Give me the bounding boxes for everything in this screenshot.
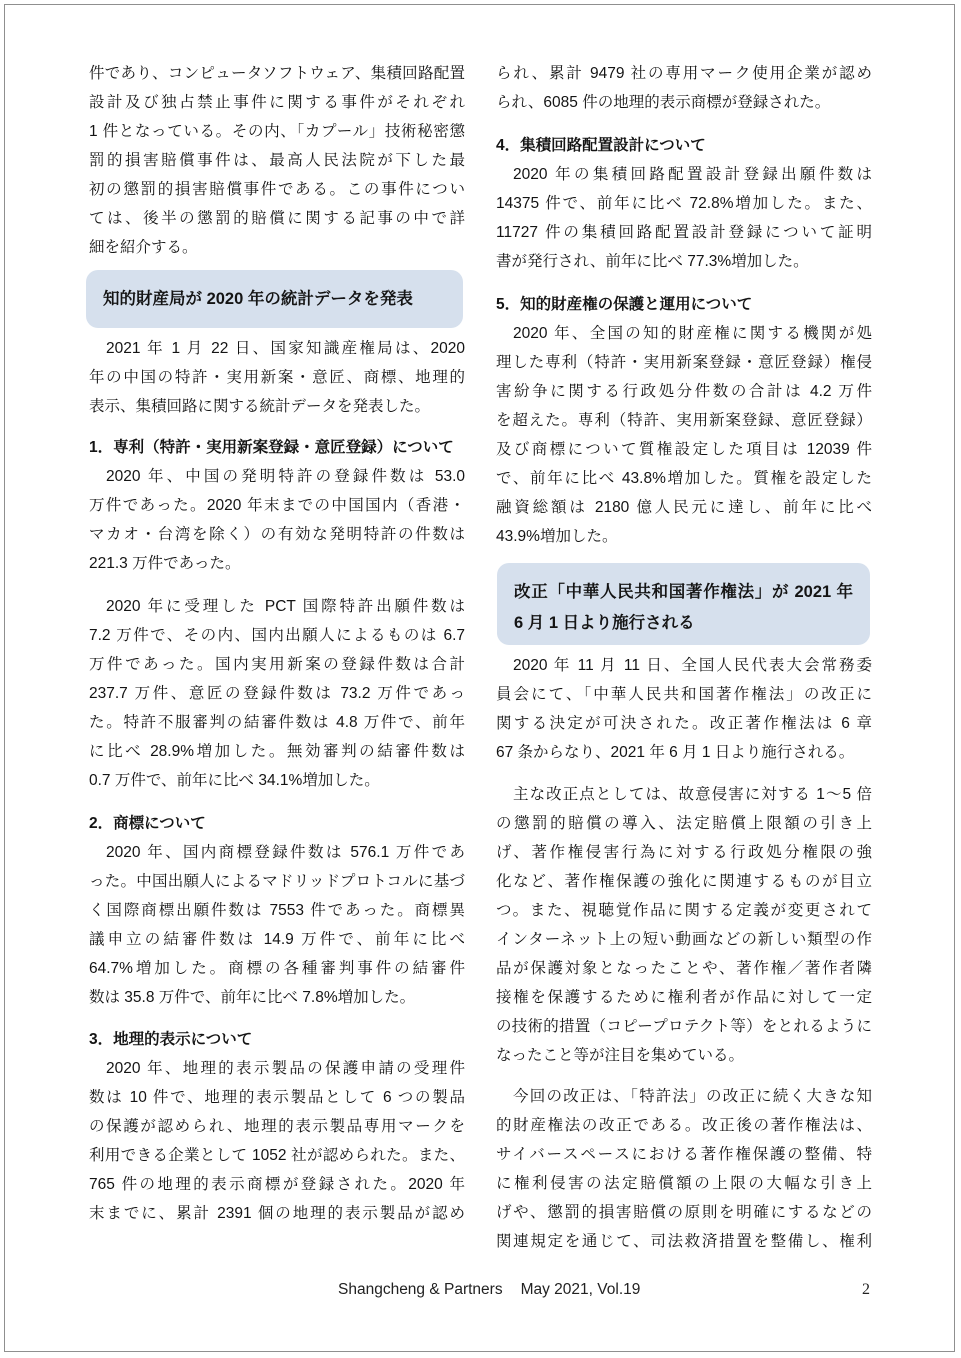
page-number: 2: [862, 1281, 870, 1298]
copyright-paragraph-2: [496, 780, 872, 1070]
text-line: 2021 年 1 月 22 日、国家知識産権局は、2020: [106, 340, 465, 357]
text-line: 2020 年に受理した PCT 国際特許出願件数は: [106, 598, 465, 615]
text-line: 2020 年 11 月 11 日、全国人民代表大会常務委: [513, 657, 872, 674]
section-title-box-statistics: [86, 270, 463, 328]
section-heading-trademarks: 2．商標について: [89, 815, 206, 832]
text-line: 品が保護対象となったことや、著作権／著作者隣: [496, 960, 872, 977]
text-line: 14375 件で、前年に比べ 72.8%増加した。また、: [496, 195, 872, 212]
text-line: つ。また、視聴覚作品に関する定義が変更されて: [496, 902, 872, 919]
text-line: 2020 年の集積回路配置設計登録出願件数は: [513, 166, 872, 183]
text-line: マカオ・台湾を除く）の有効な発明特許の件数は: [89, 526, 465, 543]
text-line: た。特許不服審判の結審件数は 4.8 万件で、前年: [89, 714, 465, 731]
text-line: 関連規定を通じて、司法救済措置を整備し、権利: [496, 1233, 872, 1250]
text-line: った。中国出願人によるマドリッドプロトコルに基づ: [89, 873, 465, 890]
text-line: 初の懲罰的損害賠償事件である。この事件につい: [89, 181, 465, 198]
text-line: 及び商標について質権設定した項目は 12039 件: [496, 441, 872, 458]
ip-protection-paragraph: [496, 319, 872, 551]
text-line: 万件であった。国内実用新案の登録件数は合計: [89, 656, 465, 673]
text-line: インターネット上の短い動画などの新しい類型の作: [496, 931, 872, 948]
text-line: 接権を保護するために権利者が作品に対して一定: [496, 989, 872, 1006]
geographical-indications-paragraph: [89, 1054, 465, 1228]
text-line: 237.7 万件、意匠の登録件数は 73.2 万件であっ: [89, 685, 465, 702]
copyright-paragraph-3: [496, 1082, 872, 1256]
footer: [338, 1279, 640, 1301]
text-line: 2020 年、全国の知的財産権に関する機関が処: [513, 325, 872, 342]
text-line: 主な改正点としては、故意侵害に対する 1～5 倍: [513, 786, 872, 803]
text-line: 万件であった。2020 年末までの中国国内（香港・: [89, 497, 465, 514]
text-line: 7.2 万件で、その内、国内出願人によるものは 6.7: [89, 627, 465, 644]
text-line: を超えた。専利（特許、実用新案登録、意匠登録）: [496, 412, 872, 429]
section-heading-ic-layout: 4．集積回路配置設計について: [496, 137, 706, 154]
text-line: げ、著作権侵害行為に対する行政処分権限の強: [496, 844, 872, 861]
text-line: 1 件となっている。その内、「カプール」技術秘密懲: [89, 123, 465, 140]
text-line: 64.7%増加した。商標の各種審判事件の結審件: [89, 960, 465, 977]
trademarks-paragraph: [89, 838, 465, 1012]
text-line: 2020 年、国内商標登録件数は 576.1 万件であ: [106, 844, 465, 861]
intro-paragraph: [89, 59, 465, 262]
text-line: 表示、集積回路に関する統計データを発表した。: [89, 398, 431, 415]
text-line: 数は 10 件で、地理的表示製品として 6 つの製品: [89, 1089, 465, 1106]
text-line: られ、6085 件の地理的表示商標が登録された。: [496, 94, 831, 111]
text-line: ては、後半の懲罰的賠償に関する記事の中で詳: [89, 210, 465, 227]
text-line: 関する決定が可決された。改正著作権法は 6 章: [496, 715, 872, 732]
copyright-paragraph-1: [496, 651, 872, 767]
text-line: サイバースペースにおける著作権保護の整備、特: [496, 1146, 872, 1163]
text-line: 員会にて、「中華人民共和国著作権法」の改正に: [496, 686, 872, 703]
text-line: の懲罰的賠償の導入、法定賠償上限額の引き上: [496, 815, 872, 832]
text-line: の保護が認められ、地理的表示製品専用マークを: [89, 1118, 465, 1135]
announcement-paragraph: [89, 334, 465, 421]
text-line: 数は 35.8 万件で、前年に比べ 7.8%増加した。: [89, 989, 416, 1006]
text-line: 67 条からなり、2021 年 6 月 1 日より施行される。: [496, 744, 855, 761]
text-line: 細を紹介する。: [89, 239, 198, 256]
text-line: 年の中国の特許・実用新案・意匠、商標、地理的: [89, 369, 465, 386]
section-heading-ip-protection: 5．知的財産権の保護と運用について: [496, 296, 753, 313]
section-title-line: 改正「中華人民共和国著作権法」が 2021 年: [514, 583, 853, 601]
text-line: 罰的損害賠償事件は、最高人民法院が下した最: [89, 152, 465, 169]
text-line: 書が発行され、前年に比べ 77.3%増加した。: [496, 253, 809, 270]
section-heading-patents: 1．専利（特許・実用新案登録・意匠登録）について: [89, 439, 454, 456]
text-line: で、前年に比べ 43.8%増加した。質権を設定した: [496, 470, 872, 487]
text-line: 0.7 万件で、前年に比べ 34.1%増加した。: [89, 772, 380, 789]
text-line: に権利侵害の法定賠償額の上限の大幅な引き上: [496, 1175, 872, 1192]
text-line: 設計及び独占禁止事件に関する事件がそれぞれ: [89, 94, 465, 111]
text-line: 765 件の地理的表示商標が登録された。2020 年: [89, 1176, 465, 1193]
footer-issue: May 2021, Vol.19: [520, 1281, 641, 1298]
patents-paragraph-2: [89, 592, 465, 795]
text-line: く国際商標出願件数は 7553 件であった。商標異: [89, 902, 465, 919]
text-line: 融資総額は 2180 億人民元に達し、前年に比べ: [496, 499, 872, 516]
text-line: 利用できる企業として 1052 社が認められた。また、: [89, 1147, 465, 1164]
text-line: 2020 年、中国の発明特許の登録件数は 53.0: [106, 468, 465, 485]
section-title: 知的財産局が 2020 年の統計データを発表: [103, 290, 413, 308]
text-line: の技術的措置（コピープロテクト等）をとれるように: [496, 1018, 872, 1035]
text-line: 11727 件の集積回路配置設計登録について証明: [496, 224, 872, 241]
section-title-line: 6 月 1 日より施行される: [514, 614, 695, 632]
section-title-box-copyright: [497, 563, 870, 645]
text-line: 今回の改正は、「特許法」の改正に続く大きな知: [513, 1088, 872, 1105]
text-line: げや、懲罰的損害賠償の原則を明確にするなどの: [496, 1204, 872, 1221]
text-line: 221.3 万件であった。: [89, 555, 241, 572]
text-line: 害紛争に関する行政処分件数の合計は 4.2 万件: [496, 383, 872, 400]
text-line: られ、累計 9479 社の専用マーク使用企業が認め: [496, 65, 872, 82]
text-line: 件であり、コンピュータソフトウェア、集積回路配置: [89, 65, 465, 82]
text-line: 議申立の結審件数は 14.9 万件で、前年に比べ: [89, 931, 465, 948]
text-line: 43.9%増加した。: [496, 528, 618, 545]
text-line: に比べ 28.9%増加した。無効審判の結審件数は: [89, 743, 465, 760]
text-line: 末までに、累計 2391 個の地理的表示製品が認め: [89, 1205, 465, 1222]
ic-layout-paragraph: [496, 160, 872, 276]
footer-publication: Shangcheng & Partners: [338, 1281, 503, 1298]
text-line: なったこと等が注目を集めている。: [496, 1047, 745, 1064]
text-line: 理した専利（特許・実用新案登録・意匠登録）権侵: [496, 354, 872, 371]
section-heading-geographical-indications: 3．地理的表示について: [89, 1031, 253, 1048]
continuation-paragraph: [496, 59, 872, 117]
patents-paragraph-1: [89, 462, 465, 578]
text-line: 化など、著作権保護の強化に関連するものが目立: [496, 873, 872, 890]
text-line: 2020 年、地理的表示製品の保護申請の受理件: [106, 1060, 465, 1077]
text-line: 的財産権法の改正である。改正後の著作権法は、: [496, 1117, 872, 1134]
